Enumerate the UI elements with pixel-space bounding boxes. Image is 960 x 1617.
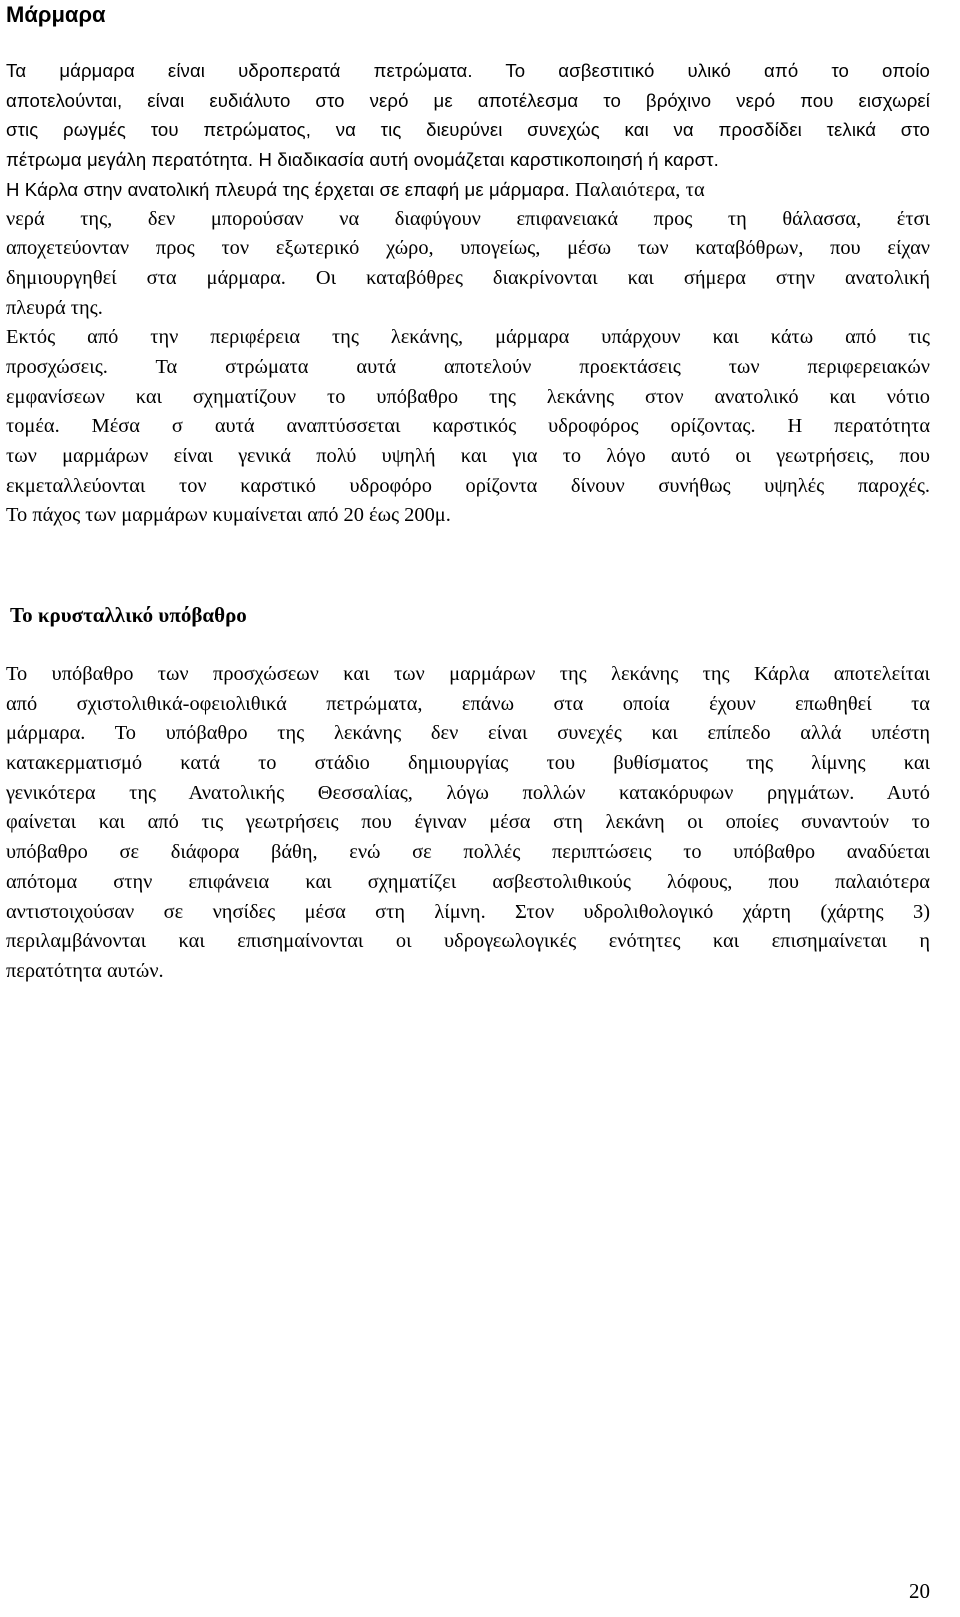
text-line: μάρμαρα. Το υπόβαθρο της λεκάνης δεν είναι συνεχές και επίπεδο αλλά υπέστη: [6, 722, 930, 745]
text-line: Τα μάρμαρα είναι υδροπερατά πετρώματα. Το ασβεστιτικό υλικό από το οποίο: [6, 60, 930, 81]
text-line: γενικότερα της Ανατολικής Θεσσαλίας, λόγω πολλών κατακόρυφων ρηγμάτων. Αυτό: [6, 781, 930, 804]
text-line: εμφανίσεων και σχηματίζουν το υπόβαθρο της λεκάνης στον ανατολικό και νότιο: [6, 385, 930, 408]
text-line: αποχετεύονταν προς τον εξωτερικό χώρο, υπογείως, μέσω των καταβόθρων, που είχαν: [6, 237, 930, 260]
text-line: περατότητα αυτών.: [6, 959, 164, 982]
marble-paragraph-1: [6, 56, 930, 204]
text-segment: Παλαιότερα, τα: [569, 178, 705, 201]
text-line: Εκτός από την περιφέρεια της λεκάνης, μάρμαρα υπάρχουν και κάτω από τις: [6, 326, 930, 349]
text-segment: Η Κάρλα στην ανατολική πλευρά της έρχεται σε επαφή με μάρμαρα.: [6, 178, 570, 200]
section-title-marble: Μάρμαρα: [6, 2, 106, 27]
text-line: νερά της, δεν μπορούσαν να διαφύγουν επιφανειακά προς τη θάλασσα, έτσι: [6, 207, 930, 230]
text-line: απότομα στην επιφάνεια και σχηματίζει ασβεστολιθικούς λόφους, που παλαιότερα: [6, 870, 930, 893]
text-line: από σχιστολιθικά-οφειολιθικά πετρώματα, επάνω στα οποία έχουν επωθηθεί τα: [6, 692, 930, 715]
text-line: Το πάχος των μαρμάρων κυμαίνεται από 20 έως 200μ.: [6, 504, 451, 527]
text-line: περιλαμβάνονται και επισημαίνονται οι υδρογεωλογικές ενότητες και επισημαίνεται η: [6, 930, 930, 953]
text-line: αποτελούνται, είναι ευδιάλυτο στο νερό με αποτέλεσμα το βρόχινο νερό που εισχωρεί: [6, 89, 930, 111]
basement-paragraph: [6, 660, 930, 987]
text-line: Το υπόβαθρο των προσχώσεων και των μαρμάρων της λεκάνης της Κάρλα αποτελείται: [6, 663, 930, 685]
page-number: 20: [909, 1579, 930, 1603]
text-line: υπόβαθρο σε διάφορα βάθη, ενώ σε πολλές περιπτώσεις το υπόβαθρο αναδύεται: [6, 841, 930, 864]
text-line: πέτρωμα μεγάλη περατότητα. Η διαδικασία αυτή ονομάζεται καρστικοποιησή ή καρστ.: [6, 149, 719, 171]
text-line: προσχώσεις. Τα στρώματα αυτά αποτελούν προεκτάσεις των περιφερειακών: [6, 355, 930, 378]
text-line: δημιουργηθεί στα μάρμαρα. Οι καταβόθρες διακρίνονται και σήμερα στην ανατολική: [6, 266, 930, 289]
text-line: φαίνεται και από τις γεωτρήσεις που έγιναν μέσα στη λεκάνη οι οποίες συναντούν το: [6, 811, 930, 834]
text-line: τομέα. Μέσα σ αυτά αναπτύσσεται καρστικός υδροφόρος ορίζοντας. Η περατότητα: [6, 415, 930, 438]
text-line: στις ρωγμές του πετρώματος, να τις διευρύνει συνεχώς και να προσδίδει τελικά στο: [6, 119, 930, 141]
text-line: των μαρμάρων είναι γενικά πολύ υψηλή και για το λόγο αυτό οι γεωτρήσεις, που: [6, 445, 930, 467]
text-line: αντιστοιχούσαν σε νησίδες μέσα στη λίμνη. Στον υδρολιθολογικό χάρτη (χάρτης 3): [6, 900, 930, 923]
text-line: κατακερματισμό κατά το στάδιο δημιουργίας του βυθίσματος της λίμνης και: [6, 752, 930, 775]
section-title-basement: Το κρυσταλλικό υπόβαθρο: [10, 603, 247, 627]
text-line: [6, 175, 930, 205]
text-line: εκμεταλλεύονται τον καρστικό υδροφόρο ορίζοντα δίνουν συνήθως υψηλές παροχές.: [6, 474, 930, 497]
marble-paragraph-2: [6, 205, 930, 532]
text-line: πλευρά της.: [6, 296, 103, 319]
